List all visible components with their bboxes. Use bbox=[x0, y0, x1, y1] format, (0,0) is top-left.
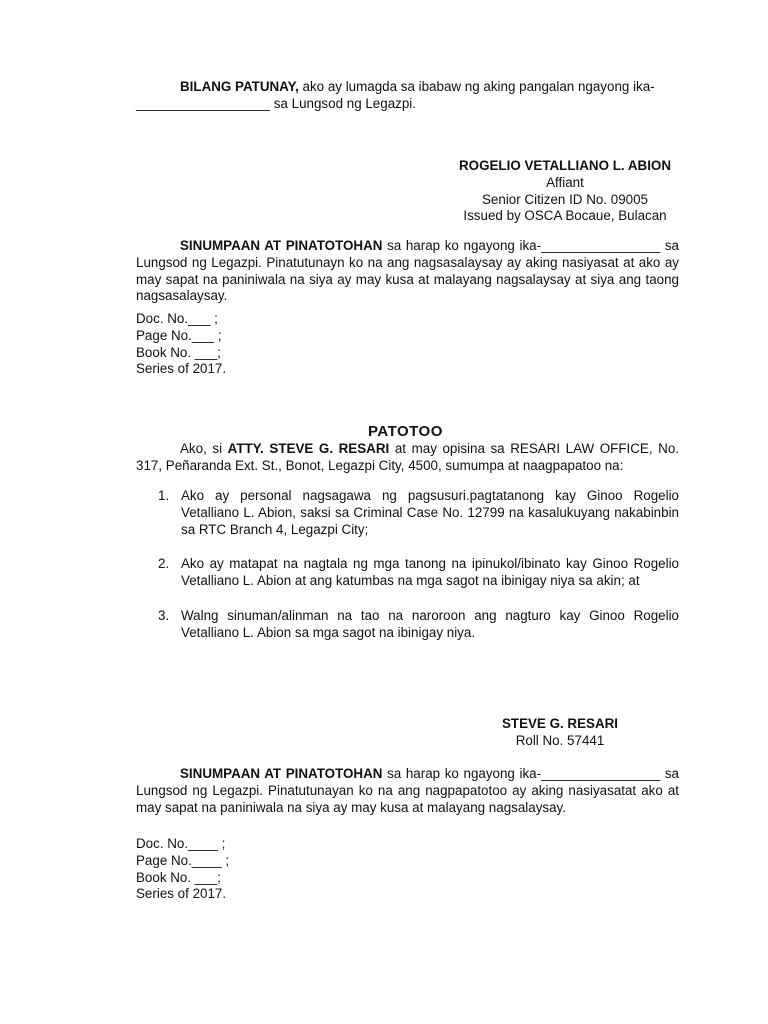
book-no: Book No. ___; bbox=[136, 344, 221, 360]
jurat-1-text: sa harap ko ngayong ika-________________ sa Lungsod ng Legazpi. Pinatutunayn ko na ang nagsasalaysay ay aking nasiyasat at ako ay may sapat na paniniwala na siya ay may kusa at malayang nagsalaysay at siya ang taong nagsasalaysay. bbox=[136, 238, 680, 304]
affiant-name: ROGELIO VETALLIANO L. ABION bbox=[458, 158, 671, 173]
page-no: Page No.____ ; bbox=[136, 852, 230, 868]
list-item-text: Ako ay matapat na nagtala ng mga tanong na ipinukol/ibinato kay Ginoo Rogelio Vetalliano L. Abion at ang katumbas na mga sagot na ibinigay niya sa akin; at bbox=[181, 556, 679, 589]
intro-tail: sa Lungsod ng Legazpi. bbox=[270, 95, 416, 111]
patotoo-intro-post: at may opisina sa RESARI LAW OFFICE, No. 317, Peñaranda Ext. St., Bonot, Legazpi City, 4500, sumumpa at naagpapatoo na: bbox=[136, 441, 680, 473]
list-item bbox=[136, 488, 679, 538]
book-no: Book No. ___; bbox=[136, 869, 221, 885]
lawyer-name: STEVE G. RESARI bbox=[501, 716, 619, 731]
series: Series of 2017. bbox=[136, 361, 227, 377]
notarial-details-1 bbox=[136, 311, 336, 378]
affiant-role: Affiant bbox=[546, 174, 584, 190]
jurat-paragraph-2 bbox=[136, 766, 679, 816]
intro-paragraph bbox=[136, 79, 679, 113]
doc-no: Doc. No.___ ; bbox=[136, 311, 218, 326]
list-item-number: 3. bbox=[158, 607, 170, 623]
jurat-1-lead: SINUMPAAN AT PINATOTOHAN bbox=[180, 238, 383, 253]
list-item-text: Walng sinuman/alinman na tao na naroroon ang nagturo kay Ginoo Rogelio Vetalliano L. Abion sa mga sagot na ibinigay niya. bbox=[181, 607, 679, 640]
lawyer-roll-no: Roll No. 57441 bbox=[515, 732, 605, 748]
patotoo-intro bbox=[136, 441, 679, 475]
notarial-details-2 bbox=[136, 836, 336, 903]
series: Series of 2017. bbox=[136, 886, 227, 902]
patotoo-intro-pre: Ako, si bbox=[180, 441, 228, 456]
jurat-paragraph-1 bbox=[136, 238, 679, 305]
affiant-issued: Issued by OSCA Bocaue, Bulacan bbox=[463, 208, 667, 224]
lawyer-signature-block bbox=[460, 716, 660, 750]
jurat-2-lead: SINUMPAAN AT PINATOTOHAN bbox=[180, 766, 383, 781]
list-item bbox=[136, 608, 679, 642]
affiant-id: Senior Citizen ID No. 09005 bbox=[482, 191, 648, 207]
list-item-number: 2. bbox=[158, 556, 170, 572]
doc-no: Doc. No.____ ; bbox=[136, 836, 226, 851]
affiant-signature-block bbox=[440, 158, 690, 225]
list-item-text: Ako ay personal nagsagawa ng pagsusuri.pagtatanong kay Ginoo Rogelio Vetalliano L. Abion, saksi sa Criminal Case No. 12799 na kasalukuyang nakabinbin sa RTC Branch 4, Legazpi City; bbox=[181, 488, 679, 537]
jurat-2-text: sa harap ko ngayong ika-________________ sa Lungsod ng Legazpi. Pinatutunayan ko na ang nagpapatotoo ay aking nasiyasatat ako at may sapat na paniniwala na siya ay may kusa at malayang nagsalaysay. bbox=[136, 766, 680, 815]
page-no: Page No.___ ; bbox=[136, 327, 222, 343]
patotoo-list bbox=[136, 488, 679, 642]
attorney-name-inline: ATTY. STEVE G. RESARI bbox=[227, 441, 390, 456]
intro-date-blank: __________________ bbox=[136, 95, 271, 111]
list-item-number: 1. bbox=[158, 488, 170, 503]
attestation-list bbox=[136, 488, 679, 642]
list-item bbox=[136, 556, 679, 590]
intro-lead: BILANG PATUNAY, bbox=[180, 79, 299, 94]
patotoo-heading: PATOTOO bbox=[368, 423, 443, 440]
intro-text: ako ay lumagda sa ibabaw ng aking pangalan ngayong ika- bbox=[298, 79, 655, 94]
